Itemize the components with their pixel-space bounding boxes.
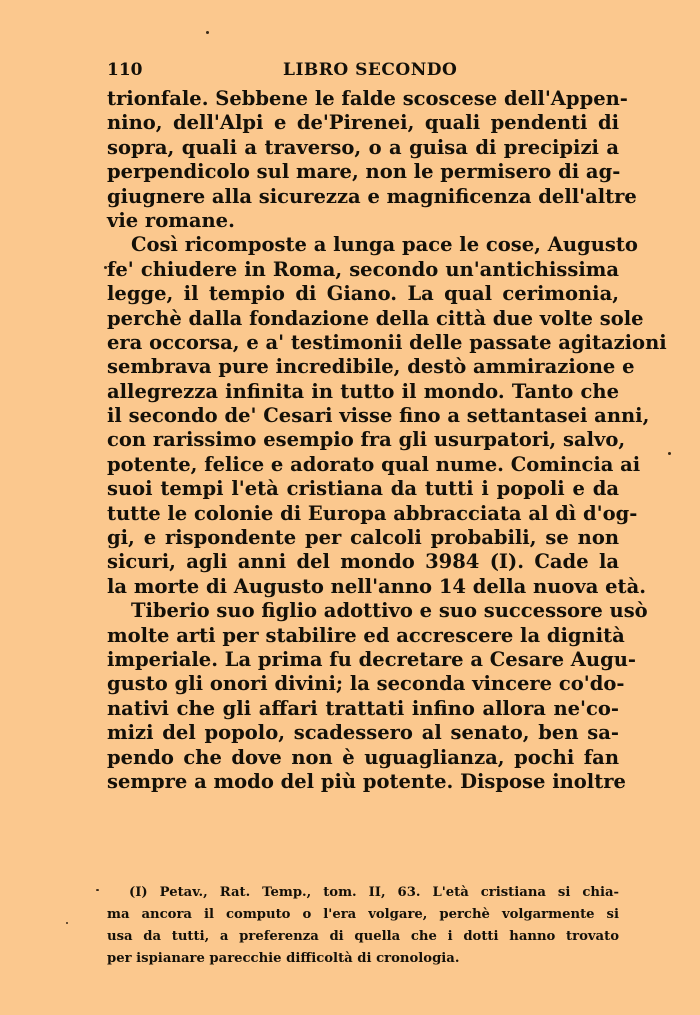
- text-line: potente, felice e adorato qual nume. Comincia ai: [107, 452, 641, 476]
- body-text: [107, 87, 667, 794]
- text-line: Tiberio suo figlio adottivo e suo successore usò: [131, 599, 648, 623]
- text-line: molte arti per stabilire ed accrescere la dignità: [107, 623, 625, 647]
- ink-speck: [66, 922, 68, 924]
- text-line: con rarissimo esempio fra gli usurpatori, salvo,: [107, 428, 626, 452]
- text-line: legge, il tempio di Giano. La qual cerimonia,: [107, 282, 619, 306]
- text-line: sopra, quali a traverso, o a guisa di precipizi a: [107, 135, 619, 159]
- text-line: sembrava pure incredibile, destò ammirazione e: [107, 355, 635, 379]
- text-line: suoi tempi l'età cristiana da tutti i popoli e da: [107, 477, 619, 501]
- text-line: gusto gli onori divini; la seconda vincere co'do-: [107, 672, 625, 696]
- text-line: sicuri, agli anni del mondo 3984 (I). Cade la: [107, 550, 619, 574]
- text-line: nino, dell'Alpi e de'Pirenei, quali pendenti di: [107, 111, 619, 135]
- text-line: tutte le colonie di Europa abbracciata al dì d'og-: [107, 501, 638, 525]
- ink-speck: [206, 31, 209, 34]
- text-line: mizi del popolo, scadessero al senato, ben sa-: [107, 721, 619, 745]
- text-line: perchè dalla fondazione della città due volte sole: [107, 306, 644, 330]
- page-number: 110: [107, 60, 143, 80]
- ink-speck: [96, 889, 99, 891]
- text-line: trionfale. Sebbene le falde scoscese dell'Appen-: [107, 87, 628, 110]
- footnote-line: usa da tutti, a preferenza di quella che i dotti hanno trovato: [107, 929, 619, 944]
- text-line: fe' chiudere in Roma, secondo un'antichissima: [107, 257, 619, 281]
- text-line: nativi che gli affari trattati infino allora ne'co-: [107, 696, 619, 720]
- page-header: [107, 60, 619, 88]
- footnote-line: (I) Petav., Rat. Temp., tom. II, 63. L'età cristiana si chia-: [129, 885, 619, 900]
- text-line: il secondo de' Cesari visse fino a settantasei anni,: [107, 404, 650, 428]
- footnote-line: per ispianare parecchie difficoltà di cronologia.: [107, 951, 460, 966]
- text-line: sempre a modo del più potente. Dispose inoltre: [107, 769, 626, 793]
- text-line: la morte di Augusto nell'anno 14 della nuova età.: [107, 574, 646, 598]
- text-line: giugnere alla sicurezza e magnificenza dell'altre: [107, 184, 637, 208]
- ink-speck: [668, 452, 671, 455]
- text-line: pendo che dove non è uguaglianza, pochi fan: [107, 745, 619, 769]
- text-line: era occorsa, e a' testimonii delle passate agitazioni: [107, 330, 667, 354]
- footnote: [107, 882, 619, 970]
- text-line: gi, e rispondente per calcoli probabili, se non: [107, 526, 619, 550]
- running-title: LIBRO SECONDO: [283, 60, 458, 80]
- text-line: Così ricomposte a lunga pace le cose, Augusto: [131, 233, 638, 257]
- text-line: allegrezza infinita in tutto il mondo. Tanto che: [107, 379, 619, 403]
- ink-speck: [104, 266, 107, 269]
- text-line: vie romane.: [107, 208, 235, 232]
- text-line: perpendicolo sul mare, non le permisero di ag-: [107, 160, 621, 184]
- footnote-line: ma ancora il computo o l'era volgare, perchè volgarmente si: [107, 907, 619, 922]
- text-line: imperiale. La prima fu decretare a Cesare Augu-: [107, 647, 637, 671]
